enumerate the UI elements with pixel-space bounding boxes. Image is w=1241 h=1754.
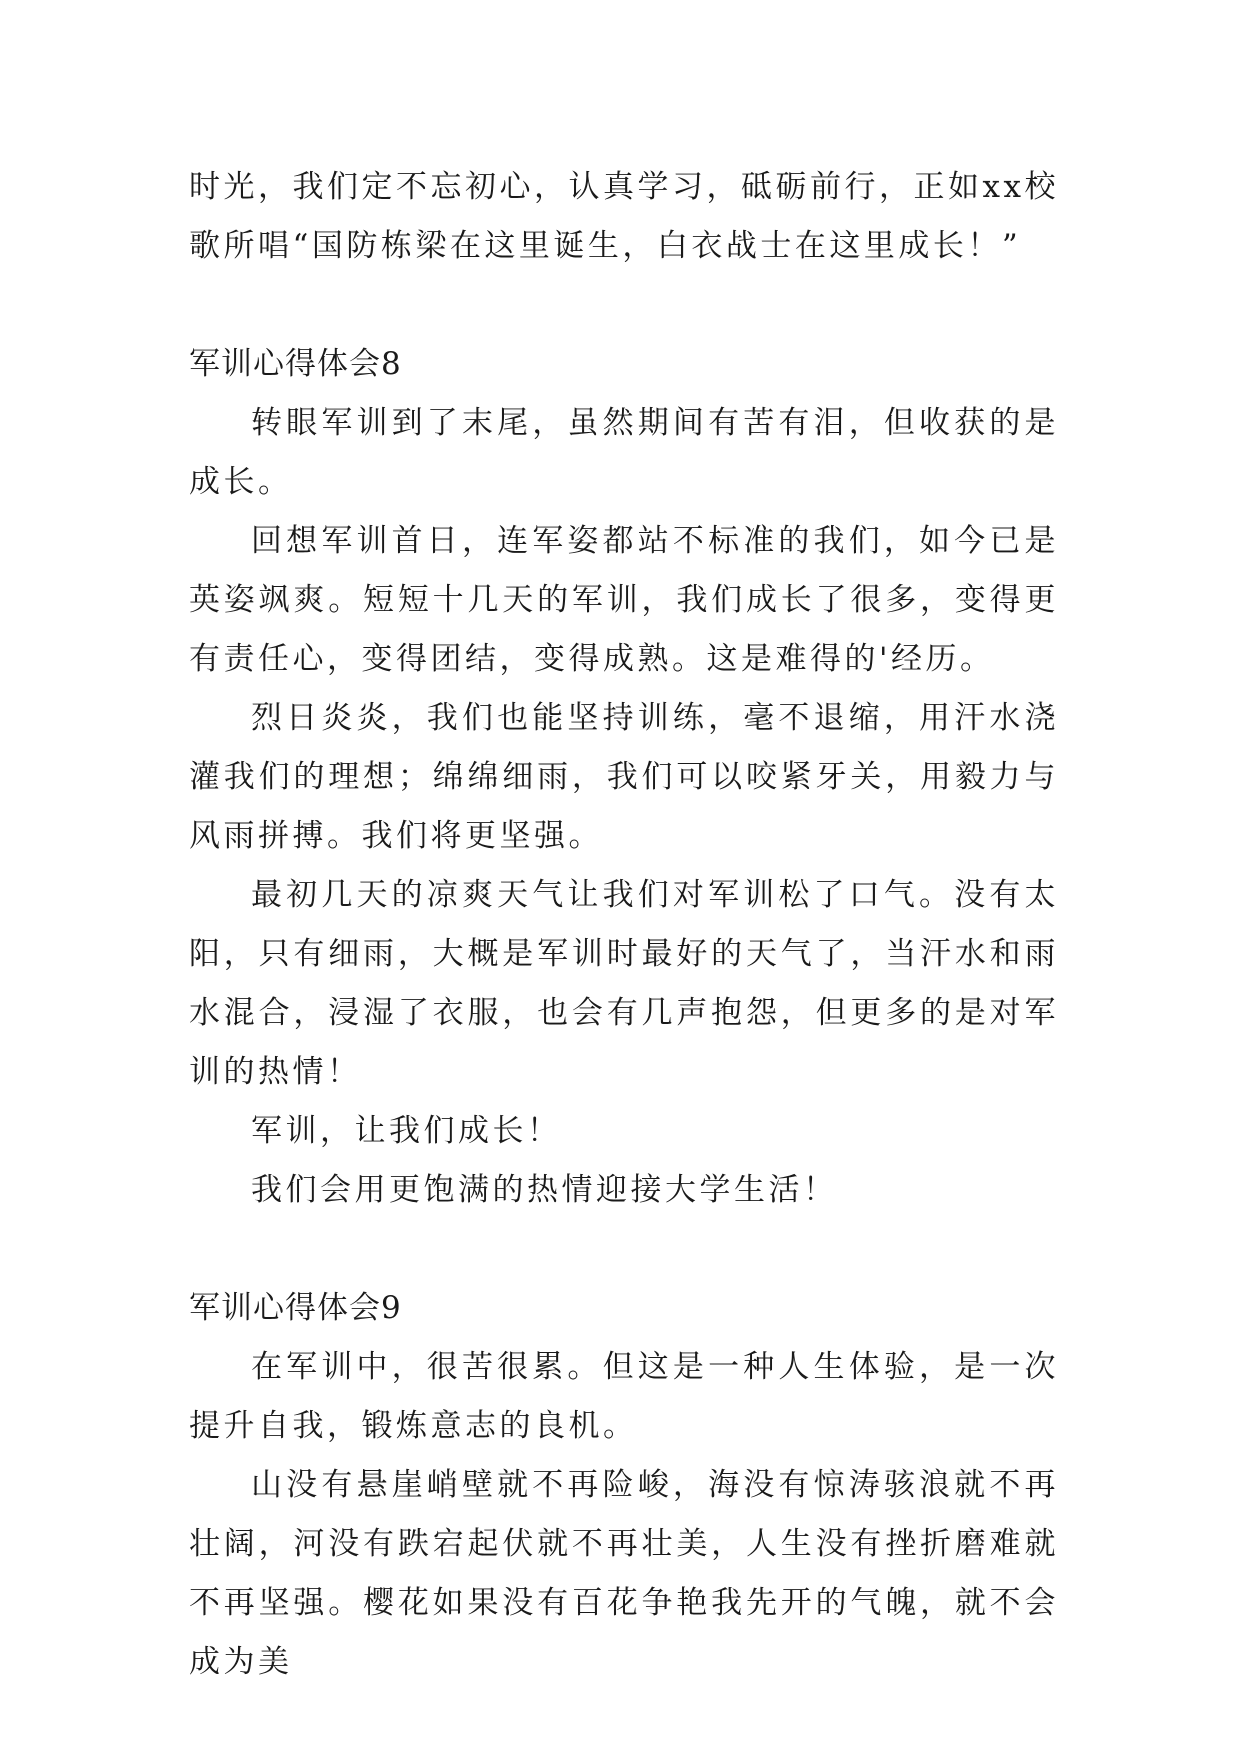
intro-paragraph: 时光，我们定不忘初心，认真学习，砥砺前行，正如xx校歌所唱“国防栋梁在这里诞生，白衣战士在这里成长！” — [189, 169, 1059, 264]
paragraph: 军训，让我们成长！ — [251, 1113, 562, 1149]
section-gap — [189, 276, 1059, 335]
paragraph: 在军训中，很苦很累。但这是一种人生体验，是一次提升自我，锻炼意志的良机。 — [189, 1349, 1059, 1444]
paragraph: 转眼军训到了末尾，虽然期间有苦有泪，但收获的是成长。 — [189, 405, 1059, 500]
paragraph: 烈日炎炎，我们也能坚持训练，毫不退缩，用汗水浇灌我们的理想；绵绵细雨，我们可以咬紧牙关，用毅力与风雨拼搏。我们将更坚强。 — [189, 700, 1059, 854]
section-gap — [189, 1220, 1059, 1279]
paragraph: 山没有悬崖峭壁就不再险峻，海没有惊涛骇浪就不再壮阔，河没有跌宕起伏就不再壮美，人生没有挫折磨难就不再坚强。樱花如果没有百花争艳我先开的气魄，就不会成为美 — [189, 1467, 1059, 1680]
document-body — [189, 158, 1059, 1692]
section-heading-8: 军训心得体会8 — [189, 346, 402, 382]
section-heading-9: 军训心得体会9 — [189, 1290, 402, 1326]
paragraph: 回想军训首日，连军姿都站不标准的我们，如今已是英姿飒爽。短短十几天的军训，我们成长了很多，变得更有责任心，变得团结，变得成熟。这是难得的'经历。 — [189, 523, 1059, 677]
paragraph: 我们会用更饱满的热情迎接大学生活！ — [251, 1172, 838, 1208]
paragraph: 最初几天的凉爽天气让我们对军训松了口气。没有太阳，只有细雨，大概是军训时最好的天气了，当汗水和雨水混合，浸湿了衣服，也会有几声抱怨，但更多的是对军训的热情！ — [189, 877, 1059, 1090]
